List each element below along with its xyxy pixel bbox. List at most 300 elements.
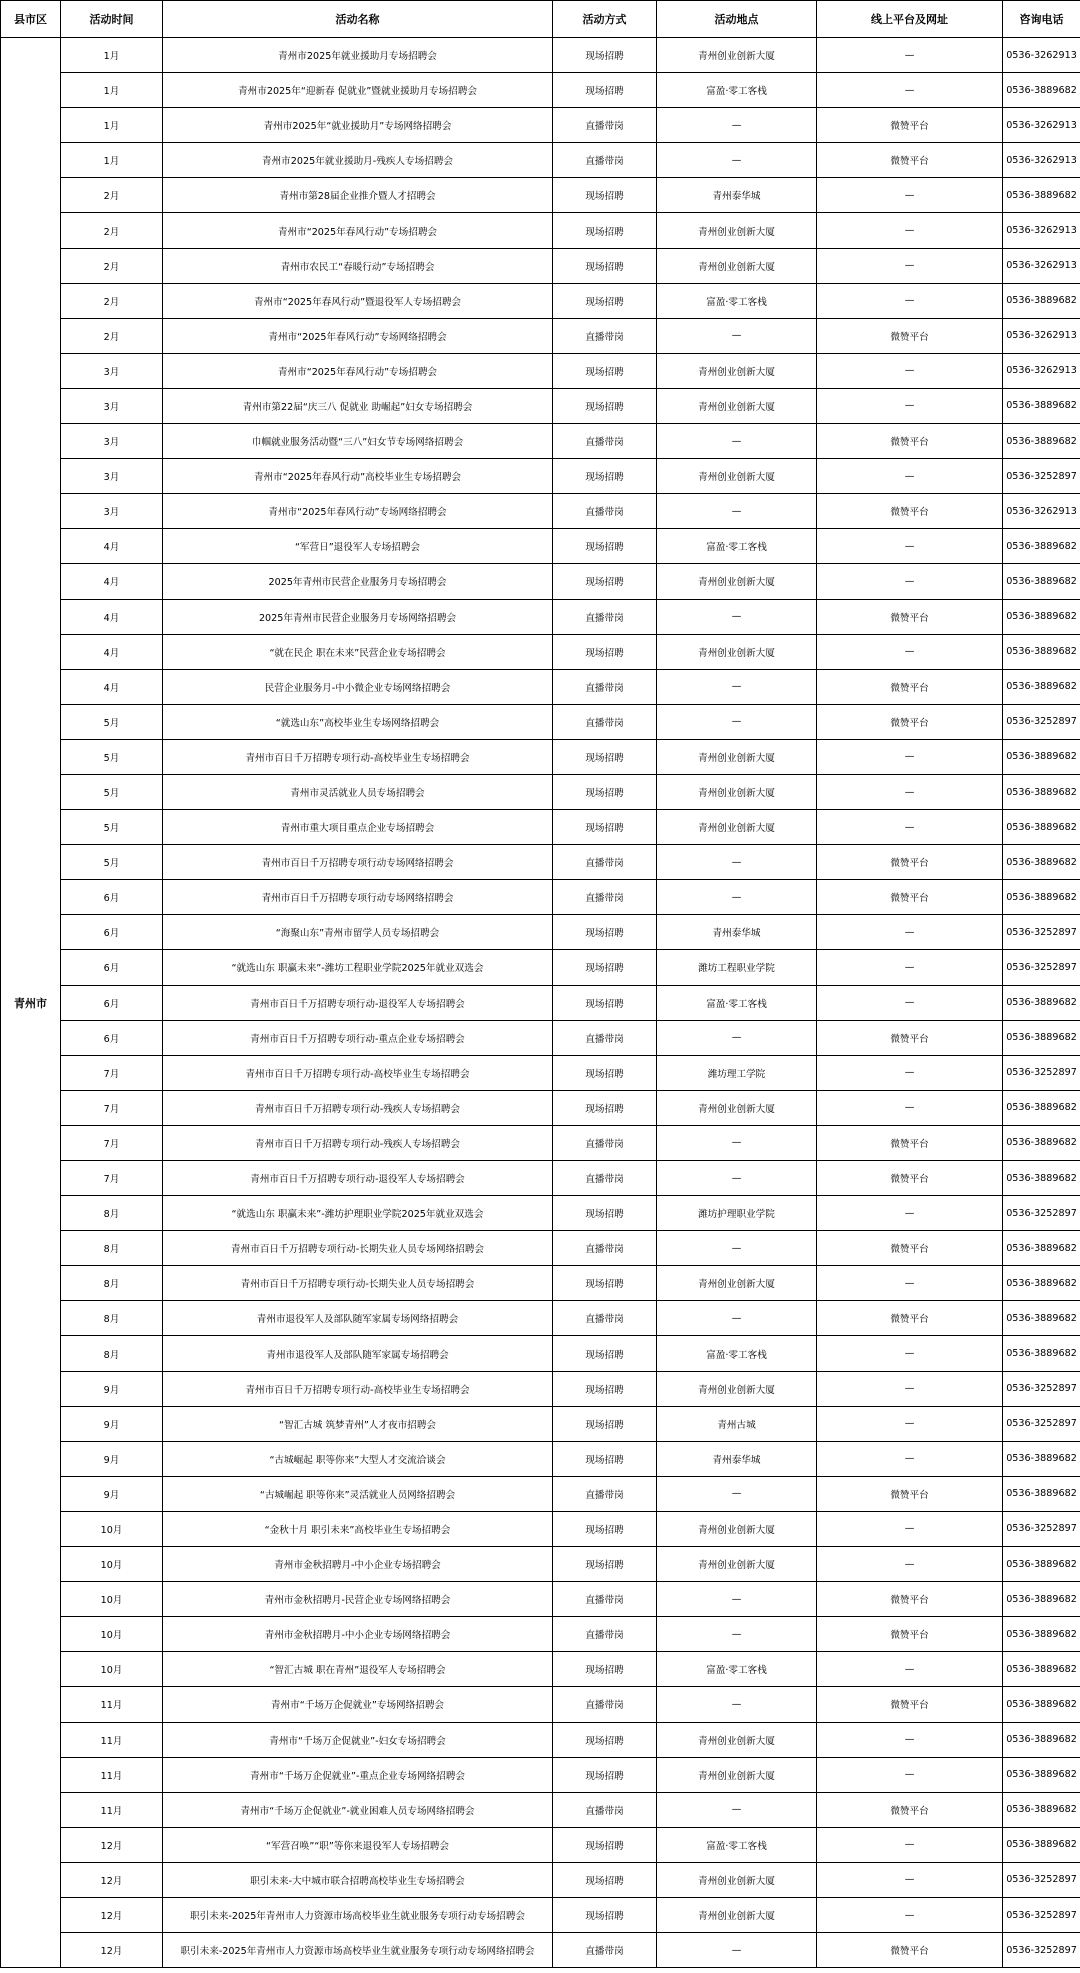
cell-online-platform: 微赞平台 [817,704,1003,739]
table-row [1,318,1080,353]
cell-time: 10月 [61,1511,163,1546]
cell-phone: 0536-3889682 [1003,1266,1080,1301]
cell-time: 5月 [61,774,163,809]
cell-method: 现场招聘 [553,810,657,845]
cell-event-name: 青州市“千场万企促就业”-重点企业专场网络招聘会 [163,1757,553,1792]
header-online-platform: 线上平台及网址 [817,1,1003,38]
cell-event-name: “就选山东 职赢未来”-潍坊护理职业学院2025年就业双选会 [163,1196,553,1231]
cell-online-platform: — [817,353,1003,388]
cell-time: 9月 [61,1476,163,1511]
cell-method: 直播带岗 [553,1476,657,1511]
cell-phone: 0536-3252897 [1003,704,1080,739]
cell-event-name: 青州市“2025年春风行动”专场网络招聘会 [163,318,553,353]
cell-location: 青州泰华城 [657,915,817,950]
cell-location: 青州创业创新大厦 [657,1511,817,1546]
cell-method: 直播带岗 [553,845,657,880]
cell-phone: 0536-3262913 [1003,213,1080,248]
cell-time: 4月 [61,669,163,704]
cell-time: 1月 [61,143,163,178]
cell-method: 现场招聘 [553,564,657,599]
table-row [1,704,1080,739]
cell-phone: 0536-3262913 [1003,494,1080,529]
cell-online-platform: 微赞平台 [817,108,1003,143]
table-row [1,1617,1080,1652]
cell-online-platform: — [817,739,1003,774]
cell-online-platform: 微赞平台 [817,1687,1003,1722]
cell-location: 青州创业创新大厦 [657,213,817,248]
cell-event-name: 青州市2025年就业援助月专场招聘会 [163,38,553,73]
cell-location: — [657,1617,817,1652]
table-row [1,1161,1080,1196]
cell-time: 2月 [61,178,163,213]
cell-phone: 0536-3889682 [1003,564,1080,599]
cell-event-name: 青州市“2025年春风行动”专场招聘会 [163,353,553,388]
cell-method: 直播带岗 [553,143,657,178]
cell-online-platform: — [817,1547,1003,1582]
header-row [1,1,1080,38]
cell-online-platform: — [817,1266,1003,1301]
table-row [1,1582,1080,1617]
cell-event-name: 职引未来-大中城市联合招聘高校毕业生专场招聘会 [163,1862,553,1897]
cell-time: 8月 [61,1231,163,1266]
cell-phone: 0536-3889682 [1003,1757,1080,1792]
cell-location: — [657,704,817,739]
cell-method: 现场招聘 [553,1722,657,1757]
cell-time: 6月 [61,950,163,985]
table-row [1,213,1080,248]
cell-event-name: “古城崛起 职等你来”大型人才交流洽谈会 [163,1441,553,1476]
table-row [1,1511,1080,1546]
cell-method: 现场招聘 [553,950,657,985]
cell-online-platform: — [817,915,1003,950]
cell-online-platform: 微赞平台 [817,424,1003,459]
cell-method: 现场招聘 [553,1196,657,1231]
cell-online-platform: — [817,1406,1003,1441]
cell-online-platform: — [817,634,1003,669]
cell-phone: 0536-3252897 [1003,1511,1080,1546]
cell-online-platform: 微赞平台 [817,1231,1003,1266]
cell-phone: 0536-3889682 [1003,1020,1080,1055]
cell-location: 潍坊理工学院 [657,1055,817,1090]
cell-event-name: 青州市百日千万招聘专项行动-高校毕业生专场招聘会 [163,1371,553,1406]
cell-location: — [657,1582,817,1617]
cell-time: 10月 [61,1547,163,1582]
cell-online-platform: 微赞平台 [817,880,1003,915]
cell-online-platform: 微赞平台 [817,845,1003,880]
cell-event-name: “军营日”退役军人专场招聘会 [163,529,553,564]
cell-location: 青州创业创新大厦 [657,1371,817,1406]
cell-event-name: 2025年青州市民营企业服务月专场网络招聘会 [163,599,553,634]
table-row [1,599,1080,634]
cell-phone: 0536-3889682 [1003,1582,1080,1617]
cell-method: 现场招聘 [553,1336,657,1371]
cell-phone: 0536-3889682 [1003,634,1080,669]
cell-time: 10月 [61,1652,163,1687]
cell-time: 4月 [61,564,163,599]
table-row [1,424,1080,459]
cell-event-name: “就选山东 职赢未来”-潍坊工程职业学院2025年就业双选会 [163,950,553,985]
table-row [1,1125,1080,1160]
cell-time: 6月 [61,915,163,950]
cell-method: 现场招聘 [553,1757,657,1792]
cell-method: 直播带岗 [553,1792,657,1827]
cell-phone: 0536-3889682 [1003,1441,1080,1476]
table-row [1,38,1080,73]
cell-phone: 0536-3252897 [1003,1897,1080,1932]
cell-location: 青州创业创新大厦 [657,1547,817,1582]
table-row [1,810,1080,845]
table-row [1,1090,1080,1125]
cell-time: 1月 [61,108,163,143]
cell-event-name: 职引未来-2025年青州市人力资源市场高校毕业生就业服务专项行动专场网络招聘会 [163,1933,553,1968]
cell-location: — [657,1687,817,1722]
cell-method: 直播带岗 [553,1231,657,1266]
header-event-name: 活动名称 [163,1,553,38]
cell-online-platform: — [817,1090,1003,1125]
cell-event-name: 青州市第22届“庆三八 促就业 助崛起”妇女专场招聘会 [163,388,553,423]
cell-phone: 0536-3889682 [1003,985,1080,1020]
cell-phone: 0536-3889682 [1003,388,1080,423]
table-row [1,1757,1080,1792]
cell-location: 青州创业创新大厦 [657,810,817,845]
cell-phone: 0536-3889682 [1003,283,1080,318]
table-row [1,845,1080,880]
cell-online-platform: 微赞平台 [817,1933,1003,1968]
cell-location: 富盈·零工客栈 [657,73,817,108]
cell-event-name: 青州市百日千万招聘专项行动-长期失业人员专场网络招聘会 [163,1231,553,1266]
table-row [1,1196,1080,1231]
table-row [1,1827,1080,1862]
cell-method: 现场招聘 [553,1897,657,1932]
cell-event-name: “智汇古城 职在青州”退役军人专场招聘会 [163,1652,553,1687]
table-row [1,1371,1080,1406]
cell-location: 富盈·零工客栈 [657,283,817,318]
table-row [1,739,1080,774]
cell-time: 5月 [61,704,163,739]
cell-phone: 0536-3889682 [1003,1090,1080,1125]
cell-time: 4月 [61,529,163,564]
table-row [1,669,1080,704]
cell-time: 9月 [61,1406,163,1441]
cell-phone: 0536-3252897 [1003,915,1080,950]
cell-location: — [657,318,817,353]
cell-location: 青州创业创新大厦 [657,459,817,494]
cell-method: 直播带岗 [553,1020,657,1055]
cell-phone: 0536-3889682 [1003,529,1080,564]
cell-event-name: 青州市百日千万招聘专项行动-退役军人专场招聘会 [163,1161,553,1196]
cell-location: 青州创业创新大厦 [657,1090,817,1125]
table-row [1,564,1080,599]
cell-method: 现场招聘 [553,213,657,248]
cell-method: 直播带岗 [553,599,657,634]
cell-location: — [657,494,817,529]
cell-event-name: 青州市“2025年春风行动”高校毕业生专场招聘会 [163,459,553,494]
region-cell: 青州市 [1,38,61,1968]
table-row [1,1792,1080,1827]
cell-method: 直播带岗 [553,880,657,915]
table-row [1,1547,1080,1582]
cell-event-name: 职引未来-2025年青州市人力资源市场高校毕业生就业服务专项行动专场招聘会 [163,1897,553,1932]
cell-phone: 0536-3889682 [1003,669,1080,704]
cell-location: — [657,845,817,880]
cell-online-platform: — [817,1336,1003,1371]
cell-phone: 0536-3889682 [1003,845,1080,880]
cell-method: 现场招聘 [553,1441,657,1476]
cell-location: 青州创业创新大厦 [657,1757,817,1792]
cell-method: 直播带岗 [553,704,657,739]
cell-online-platform: — [817,73,1003,108]
cell-location: — [657,1933,817,1968]
cell-time: 4月 [61,634,163,669]
cell-method: 现场招聘 [553,774,657,809]
cell-phone: 0536-3262913 [1003,248,1080,283]
cell-location: — [657,1476,817,1511]
cell-event-name: 青州市“千场万企促就业”-就业困难人员专场网络招聘会 [163,1792,553,1827]
cell-phone: 0536-3252897 [1003,950,1080,985]
cell-event-name: 青州市百日千万招聘专项行动专场网络招聘会 [163,845,553,880]
cell-location: 富盈·零工客栈 [657,985,817,1020]
cell-method: 现场招聘 [553,1547,657,1582]
cell-time: 11月 [61,1687,163,1722]
cell-method: 现场招聘 [553,1827,657,1862]
cell-online-platform: — [817,1652,1003,1687]
cell-time: 7月 [61,1055,163,1090]
cell-online-platform: 微赞平台 [817,1161,1003,1196]
cell-event-name: “金秋十月 职引未来”高校毕业生专场招聘会 [163,1511,553,1546]
cell-method: 现场招聘 [553,985,657,1020]
cell-event-name: 民营企业服务月-中小微企业专场网络招聘会 [163,669,553,704]
cell-time: 3月 [61,388,163,423]
cell-time: 2月 [61,248,163,283]
header-location: 活动地点 [657,1,817,38]
cell-event-name: 青州市“千场万企促就业”专场网络招聘会 [163,1687,553,1722]
table-row [1,1266,1080,1301]
cell-method: 现场招聘 [553,459,657,494]
table-row [1,73,1080,108]
cell-online-platform: — [817,950,1003,985]
table-row [1,529,1080,564]
cell-online-platform: 微赞平台 [817,669,1003,704]
cell-online-platform: — [817,529,1003,564]
cell-method: 现场招聘 [553,1090,657,1125]
cell-method: 现场招聘 [553,38,657,73]
cell-method: 直播带岗 [553,1933,657,1968]
cell-method: 直播带岗 [553,424,657,459]
cell-time: 8月 [61,1266,163,1301]
table-row [1,1020,1080,1055]
cell-time: 2月 [61,318,163,353]
cell-online-platform: — [817,1371,1003,1406]
cell-method: 现场招聘 [553,1406,657,1441]
cell-method: 现场招聘 [553,529,657,564]
cell-phone: 0536-3889682 [1003,1547,1080,1582]
cell-phone: 0536-3889682 [1003,1161,1080,1196]
cell-location: — [657,143,817,178]
cell-online-platform: — [817,1862,1003,1897]
header-time: 活动时间 [61,1,163,38]
table-row [1,283,1080,318]
cell-method: 现场招聘 [553,915,657,950]
cell-time: 6月 [61,880,163,915]
cell-online-platform: — [817,1196,1003,1231]
table-row [1,1897,1080,1932]
table-row [1,1406,1080,1441]
cell-event-name: 青州市金秋招聘月-中小企业专场招聘会 [163,1547,553,1582]
cell-time: 10月 [61,1582,163,1617]
cell-event-name: 青州市百日千万招聘专项行动-退役军人专场招聘会 [163,985,553,1020]
table-row [1,108,1080,143]
cell-phone: 0536-3252897 [1003,1406,1080,1441]
cell-phone: 0536-3262913 [1003,38,1080,73]
cell-time: 12月 [61,1827,163,1862]
cell-online-platform: — [817,459,1003,494]
cell-time: 3月 [61,494,163,529]
cell-location: — [657,1161,817,1196]
cell-event-name: 巾帼就业服务活动暨“三八”妇女节专场网络招聘会 [163,424,553,459]
cell-method: 现场招聘 [553,73,657,108]
cell-location: 潍坊护理职业学院 [657,1196,817,1231]
table-row [1,494,1080,529]
cell-method: 现场招聘 [553,283,657,318]
cell-phone: 0536-3889682 [1003,424,1080,459]
table-row [1,178,1080,213]
cell-location: — [657,1301,817,1336]
cell-location: — [657,108,817,143]
cell-event-name: 青州市灵活就业人员专场招聘会 [163,774,553,809]
cell-method: 现场招聘 [553,388,657,423]
cell-method: 现场招聘 [553,1652,657,1687]
cell-location: 青州创业创新大厦 [657,248,817,283]
table-row [1,1722,1080,1757]
table-row [1,1336,1080,1371]
cell-method: 直播带岗 [553,669,657,704]
cell-location: — [657,599,817,634]
cell-phone: 0536-3889682 [1003,1652,1080,1687]
cell-phone: 0536-3889682 [1003,810,1080,845]
cell-phone: 0536-3262913 [1003,108,1080,143]
cell-phone: 0536-3252897 [1003,1933,1080,1968]
cell-event-name: 青州市金秋招聘月-中小企业专场网络招聘会 [163,1617,553,1652]
table-row [1,353,1080,388]
cell-location: 青州创业创新大厦 [657,1862,817,1897]
table-row [1,1441,1080,1476]
table-row [1,459,1080,494]
cell-time: 11月 [61,1722,163,1757]
header-phone: 咨询电话 [1003,1,1080,38]
cell-event-name: 青州市百日千万招聘专项行动-高校毕业生专场招聘会 [163,739,553,774]
cell-online-platform: — [817,985,1003,1020]
cell-online-platform: 微赞平台 [817,143,1003,178]
cell-online-platform: — [817,213,1003,248]
cell-online-platform: 微赞平台 [817,1476,1003,1511]
cell-time: 12月 [61,1933,163,1968]
cell-location: 富盈·零工客栈 [657,1336,817,1371]
cell-event-name: 青州市百日千万招聘专项行动专场网络招聘会 [163,880,553,915]
cell-event-name: 青州市百日千万招聘专项行动-高校毕业生专场招聘会 [163,1055,553,1090]
cell-event-name: 青州市第28届企业推介暨人才招聘会 [163,178,553,213]
cell-time: 9月 [61,1441,163,1476]
cell-online-platform: 微赞平台 [817,1792,1003,1827]
cell-location: 青州创业创新大厦 [657,353,817,388]
cell-location: 青州创业创新大厦 [657,38,817,73]
cell-time: 8月 [61,1196,163,1231]
cell-phone: 0536-3889682 [1003,1231,1080,1266]
table-row [1,1301,1080,1336]
cell-time: 7月 [61,1125,163,1160]
cell-location: 青州创业创新大厦 [657,564,817,599]
cell-phone: 0536-3889682 [1003,1722,1080,1757]
cell-phone: 0536-3252897 [1003,459,1080,494]
cell-location: 富盈·零工客栈 [657,529,817,564]
cell-time: 4月 [61,599,163,634]
cell-location: — [657,1125,817,1160]
header-method: 活动方式 [553,1,657,38]
cell-phone: 0536-3889682 [1003,1301,1080,1336]
cell-event-name: 青州市“2025年春风行动”暨退役军人专场招聘会 [163,283,553,318]
cell-time: 12月 [61,1862,163,1897]
cell-time: 7月 [61,1161,163,1196]
cell-phone: 0536-3889682 [1003,178,1080,213]
cell-phone: 0536-3252897 [1003,1862,1080,1897]
table-row [1,950,1080,985]
cell-online-platform: 微赞平台 [817,494,1003,529]
cell-online-platform: — [817,1511,1003,1546]
cell-phone: 0536-3252897 [1003,1055,1080,1090]
cell-location: 青州创业创新大厦 [657,1266,817,1301]
cell-method: 直播带岗 [553,1125,657,1160]
table-row [1,985,1080,1020]
cell-time: 8月 [61,1336,163,1371]
cell-location: 潍坊工程职业学院 [657,950,817,985]
cell-phone: 0536-3889682 [1003,1687,1080,1722]
table-body [1,38,1080,1968]
cell-online-platform: 微赞平台 [817,1301,1003,1336]
cell-location: 青州创业创新大厦 [657,388,817,423]
cell-time: 3月 [61,459,163,494]
cell-phone: 0536-3252897 [1003,1371,1080,1406]
cell-time: 7月 [61,1090,163,1125]
table-row [1,1476,1080,1511]
cell-method: 现场招聘 [553,1266,657,1301]
table-row [1,634,1080,669]
cell-event-name: 青州市2025年就业援助月-残疾人专场招聘会 [163,143,553,178]
cell-method: 直播带岗 [553,1161,657,1196]
cell-online-platform: — [817,564,1003,599]
cell-location: 青州创业创新大厦 [657,1722,817,1757]
cell-online-platform: — [817,38,1003,73]
cell-event-name: “古城崛起 职等你来”灵活就业人员网络招聘会 [163,1476,553,1511]
cell-method: 现场招聘 [553,739,657,774]
table-row [1,1687,1080,1722]
cell-location: — [657,424,817,459]
table-row [1,1231,1080,1266]
cell-method: 直播带岗 [553,1617,657,1652]
cell-phone: 0536-3889682 [1003,1617,1080,1652]
table-row [1,388,1080,423]
cell-online-platform: — [817,1441,1003,1476]
cell-phone: 0536-3889682 [1003,1476,1080,1511]
cell-event-name: 青州市退役军人及部队随军家属专场招聘会 [163,1336,553,1371]
cell-location: 青州创业创新大厦 [657,774,817,809]
cell-location: 富盈·零工客栈 [657,1652,817,1687]
cell-online-platform: — [817,810,1003,845]
cell-method: 现场招聘 [553,353,657,388]
cell-phone: 0536-3262913 [1003,143,1080,178]
cell-phone: 0536-3889682 [1003,73,1080,108]
cell-location: 富盈·零工客栈 [657,1827,817,1862]
cell-event-name: 青州市重大项目重点企业专场招聘会 [163,810,553,845]
cell-online-platform: 微赞平台 [817,1582,1003,1617]
